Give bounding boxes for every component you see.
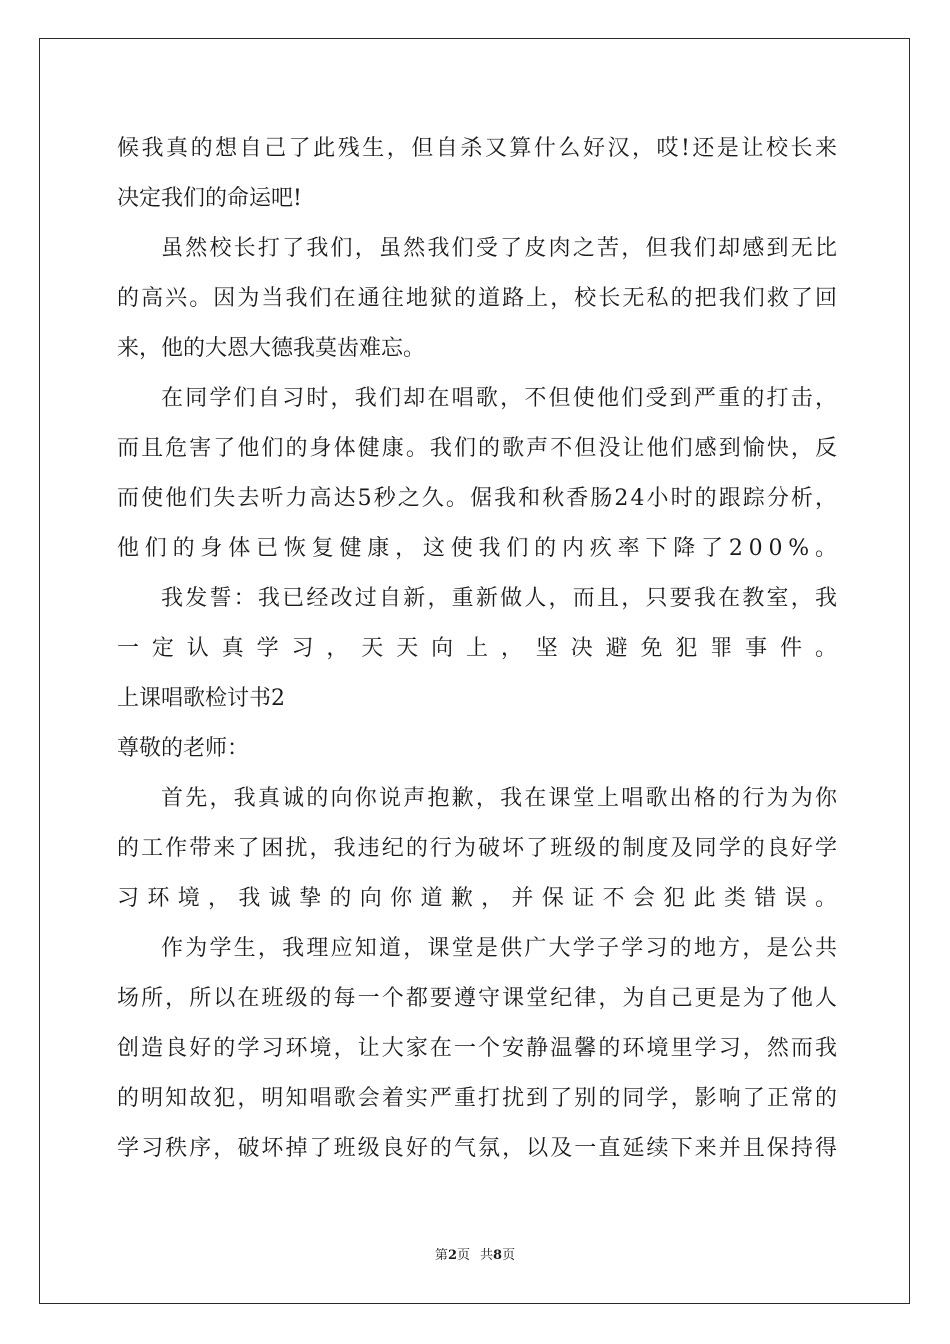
- page-suffix: 页: [456, 1248, 470, 1263]
- page-prefix: 第: [434, 1248, 448, 1263]
- current-page-number: 2: [447, 1248, 457, 1263]
- text-line: 候我真的想自己了此残生，但自杀又算什么好汉，哎!还是让校长来: [117, 136, 840, 161]
- text-line: 我发誓：我已经改过自新，重新做人，而且，只要我在教室，我: [161, 586, 840, 611]
- text-line: 一定认真学习，天天向上，坚决避免犯罪事件。: [117, 636, 850, 661]
- text-line: 而且危害了他们的身体健康。我们的歌声不但没让他们感到愉快，反: [117, 436, 840, 461]
- text-line: 上课唱歌检讨书2: [117, 686, 285, 711]
- page-footer: [0, 1244, 950, 1263]
- text-line: 的高兴。因为当我们在通往地狱的道路上，校长无私的把我们救了回: [117, 286, 840, 311]
- text-line: 来，他的大恩大德我莫齿难忘。: [117, 336, 426, 361]
- text-line: 的工作带来了困扰，我违纪的行为破坏了班级的制度及同学的良好学: [117, 836, 840, 861]
- text-line: 尊敬的老师：: [117, 736, 250, 761]
- text-line: 虽然校长打了我们，虽然我们受了皮肉之苦，但我们却感到无比: [161, 236, 840, 261]
- text-line: 决定我们的命运吧!: [117, 186, 302, 211]
- text-line: 他们的身体已恢复健康，这使我们的内疚率下降了200%。: [117, 536, 843, 561]
- text-line: 首先，我真诚的向你说声抱歉，我在课堂上唱歌出格的行为为你: [161, 786, 840, 811]
- text-line: 作为学生，我理应知道，课堂是供广大学子学习的地方，是公共: [161, 936, 840, 961]
- text-line: 的明知故犯，明知唱歌会着实严重打扰到了别的同学，影响了正常的: [117, 1086, 840, 1111]
- total-prefix: 共: [480, 1248, 494, 1263]
- total-suffix: 页: [502, 1248, 516, 1263]
- text-line: 学习秩序，破坏掉了班级良好的气氛，以及一直延续下来并且保持得: [117, 1136, 840, 1161]
- text-line: 习环境，我诚挚的向你道歉，并保证不会犯此类错误。: [117, 886, 846, 911]
- text-line: 创造良好的学习环境，让大家在一个安静温馨的环境里学习，然而我: [117, 1036, 840, 1061]
- text-line: 而使他们失去听力高达5秒之久。倨我和秋香肠24小时的跟踪分析，: [117, 486, 840, 511]
- total-pages-number: 8: [493, 1248, 503, 1263]
- text-line: 在同学们自习时，我们却在唱歌，不但使他们受到严重的打击，: [161, 386, 840, 411]
- text-line: 场所，所以在班级的每一个都要遵守课堂纪律，为自己更是为了他人: [117, 986, 840, 1011]
- document-body: [117, 124, 850, 1174]
